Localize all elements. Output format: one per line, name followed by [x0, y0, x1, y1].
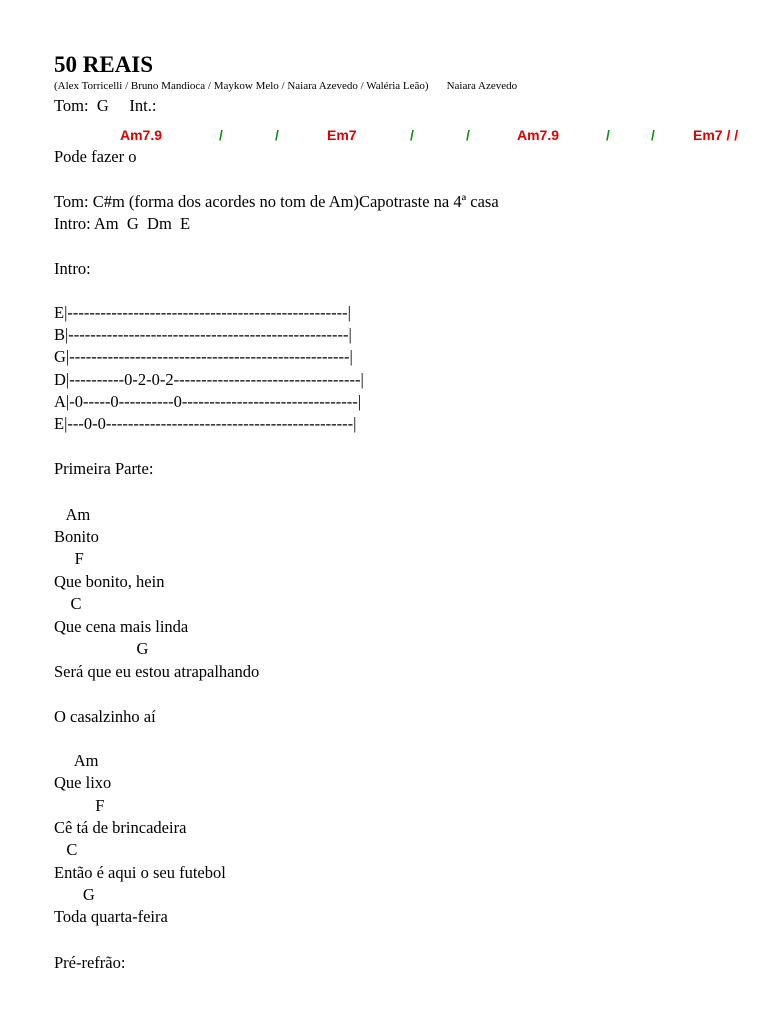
- lyric-line: Então é aqui o seu futebol: [54, 863, 226, 882]
- chord-bar-item: Am7.9: [120, 127, 163, 143]
- chord-line: F: [54, 549, 84, 568]
- chord-bar-item: /: [219, 127, 223, 143]
- lyric-line: Toda quarta-feira: [54, 907, 168, 926]
- chord-bar-item: /: [651, 127, 655, 143]
- key-info-line: Tom: C#m (forma dos acordes no tom de Am)Capotraste na 4ª casa: [54, 192, 499, 211]
- chord-line: Am: [54, 751, 99, 770]
- section-heading: Intro:: [54, 259, 91, 278]
- tab-line: E|---0-0---------------------------------------------|: [54, 414, 357, 433]
- section-heading: Primeira Parte:: [54, 459, 154, 478]
- key-and-intro-label: Tom: G Int.:: [54, 96, 157, 115]
- tab-line: B|---------------------------------------------------|: [54, 325, 352, 344]
- chord-bar-item: Am7.9: [517, 127, 560, 143]
- tab-line: D|----------0-2-0-2----------------------------------|: [54, 370, 364, 389]
- chord-bar-item: /: [275, 127, 279, 143]
- chord-bar-item: Em7 / /: [693, 127, 739, 143]
- chord-bar-item: /: [466, 127, 470, 143]
- song-authors: (Alex Torricelli / Bruno Mandioca / Maykow Melo / Naiara Azevedo / Waléria Leão): [54, 80, 429, 92]
- intro-chords-line: Intro: Am G Dm E: [54, 214, 191, 233]
- song-title: 50 REAIS: [54, 52, 154, 77]
- song-performer: Naiara Azevedo: [446, 80, 518, 92]
- chord-bar-item: /: [606, 127, 610, 143]
- chord-line: C: [54, 840, 78, 859]
- lyric-line: Pode fazer o: [54, 147, 137, 166]
- lyric-line: Será que eu estou atrapalhando: [54, 662, 260, 681]
- chord-line: C: [54, 594, 82, 613]
- lyric-line: Cê tá de brincadeira: [54, 818, 187, 837]
- chord-bar-item: /: [410, 127, 414, 143]
- tab-line: A|-0-----0----------0--------------------------------|: [54, 392, 362, 411]
- song-credits: [54, 80, 517, 93]
- chord-line: G: [54, 639, 149, 658]
- lyric-line: Que cena mais linda: [54, 617, 189, 636]
- chord-line: F: [54, 796, 105, 815]
- chord-bar-item: Em7: [327, 127, 357, 143]
- lyric-line: Bonito: [54, 527, 99, 546]
- tab-line: E|---------------------------------------------------|: [54, 303, 351, 322]
- lyric-line: Que lixo: [54, 773, 112, 792]
- tab-line: G|---------------------------------------------------|: [54, 347, 353, 366]
- chord-line: Am: [54, 505, 91, 524]
- lyric-line: O casalzinho aí: [54, 707, 156, 726]
- lyric-line: Que bonito, hein: [54, 572, 165, 591]
- chord-line: G: [54, 885, 95, 904]
- section-heading: Pré-refrão:: [54, 953, 126, 972]
